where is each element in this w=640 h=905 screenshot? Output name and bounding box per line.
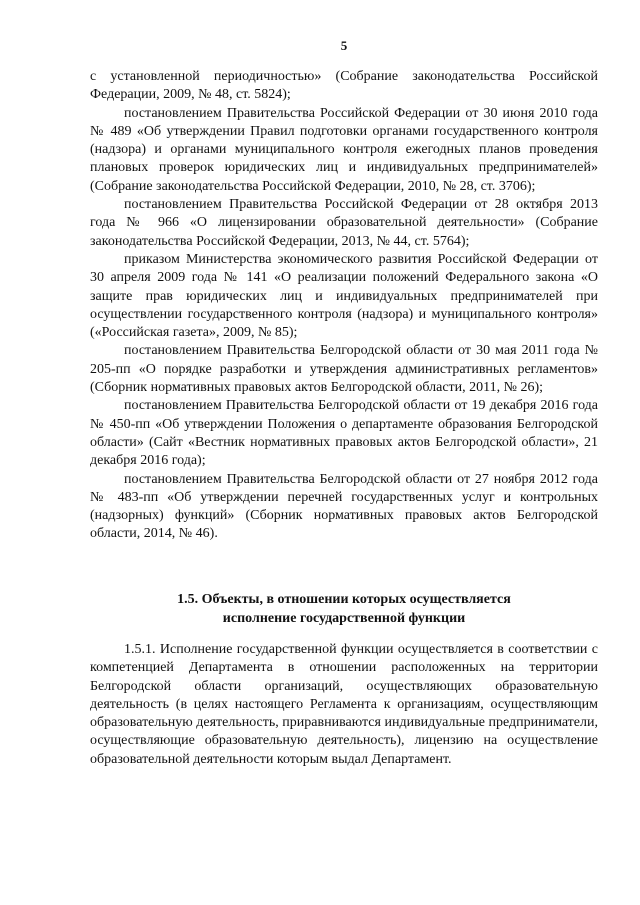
list-item: постановлением Правительства Белгородской области от 19 декабря 2016 года № 450-пп «Об утверждении Положения о департаменте образования Белгородской области» (Сайт «Вестник нормативных правовых актов Белгородской области», 21 декабря 2016 года);: [90, 398, 598, 469]
page-number: 5: [340, 38, 348, 53]
section-body: [90, 641, 598, 769]
document-page: [90, 0, 598, 905]
legal-basis-list: [90, 68, 598, 544]
list-item: постановлением Правительства Российской Федерации от 30 июня 2010 года № 489 «Об утверждении Правил подготовки органами государственного контроля (надзора) и органами муниципального контроля ежегодных планов проведения плановых проверок юридических лиц и индивидуальных предпринимателей» (Собрание законодательства Российской Федерации, 2010, № 28, ст. 3706);: [90, 105, 598, 194]
section-paragraph: 1.5.1. Исполнение государственной функции осуществляется в соответствии с компетенцией Департамента в отношении расположенных на территории Белгородской области организаций, осуществляющих образовательную деятельность (в целях настоящего Регламента к организациям, осуществляющим образовательную деятельность, приравниваются индивидуальные предприниматели, осуществляющие образовательную деятельность), лицензию на осуществление образовательной деятельности которым выдал Департамент.: [90, 642, 598, 767]
list-item: с установленной периодичностью» (Собрание законодательства Российской Федерации, 2009, № 48, ст. 5824);: [90, 69, 598, 103]
list-item: постановлением Правительства Белгородской области от 27 ноября 2012 года № 483-пп «Об утверждении перечней государственных услуг и контрольных (надзорных) функций» (Сборник нормативных правовых актов Белгородской области, 2014, № 46).: [90, 471, 598, 542]
section-heading-line: исполнение государственной функции: [222, 610, 466, 626]
section-heading-line: 1.5. Объекты, в отношении которых осуществляется: [177, 592, 511, 607]
list-item: постановлением Правительства Белгородской области от 30 мая 2011 года № 205-пп «О порядке разработки и утверждения административных регламентов» (Сборник нормативных правовых актов Белгородской области, 2011, № 26);: [90, 343, 598, 396]
list-item: приказом Министерства экономического развития Российской Федерации от 30 апреля 2009 года № 141 «О реализации положений Федерального закона «О защите прав юридических лиц и индивидуальных предпринимателей при осуществлении государственного контроля (надзора) и муниципального контроля» («Российская газета», 2009, № 85);: [90, 251, 598, 341]
section-heading: [90, 591, 598, 628]
list-item: постановлением Правительства Российской Федерации от 28 октября 2013 года № 966 «О лицензировании образовательной деятельности» (Собрание законодательства Российской Федерации, 2013, № 44, ст. 5764);: [90, 197, 598, 249]
